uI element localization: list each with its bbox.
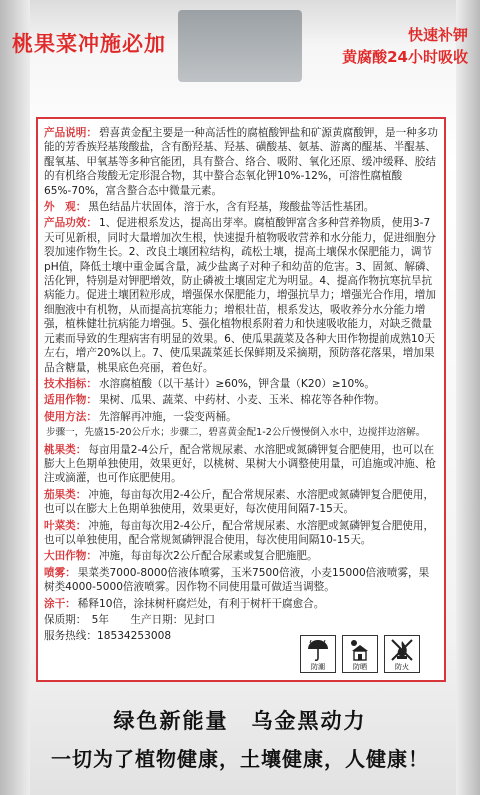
section-appearance: [44, 200, 439, 214]
section-solanaceous: [44, 488, 439, 517]
package-edge-left: [0, 0, 30, 795]
section-effects: [44, 216, 439, 374]
section-steps: [44, 426, 439, 440]
section-text: 黑色结晶片状固体，溶于水，含有羟基，羧酸盐等活性基团。: [88, 201, 375, 214]
section-text: 果菜类7000-8000倍液体喷雾，玉米7500倍液，小麦15000倍液喷雾，果树类4000-5000倍液喷雾。因作物不同使用量可做适当调整。: [44, 566, 430, 594]
section-spray: [44, 566, 439, 595]
icon-label: 防晒: [353, 663, 367, 671]
icon-label: 防潮: [311, 663, 325, 671]
header-slogan: [318, 24, 468, 68]
section-label: 外 观：: [44, 201, 87, 214]
section-label: 产品功效：: [44, 217, 97, 230]
no-fire-icon: [384, 635, 420, 673]
section-text: 1、促进根系发达，提高出芽率。腐植酸钾富含多种营养物质，使用3-7天可见新根，同时大量增加次生根，快速提升植物吸收营养和水分能力，促进细胞分裂加速作物生长。2、改良土壤团粒结构，疏松土壤，提高土壤保水保肥能力，调节pH值，降低土壤中重金属含量，减少盐离子对种子和幼苗的危害。3、固氮、解磷、活化钾，特别是对钾肥增效，防止磷被土壤固定尤为明显。4、提高作物抗寒抗旱抗病能力。促进土壤团粒形成，增强保水保肥能力，增强抗旱力；增强光合作用，增加细胞液中有机物，从而提高抗寒能力；增根壮苗，根系发达，吸收养分水分能力增强，植株健壮抗病能力增强。5、强化植物根系附着力和快速吸收能力，对缺乏微量元素而导致的生理病害有明显的效果。6、使瓜果蔬菜及各种大田作物提前成熟10天左右，增产20%以上。7、使瓜果蔬菜延长保鲜期及采摘期，预防落花落果，增加果品含糖量，桃果底色亮丽，着色好。: [44, 217, 437, 374]
section-label: 大田作物：: [44, 550, 97, 563]
section-text: 水溶腐植酸（以干基计）≥60%，钾含量（K20）≥10%。: [98, 377, 375, 390]
sun-icon-graphic: [347, 638, 373, 662]
section-specs: [44, 377, 439, 391]
section-label: 桃果类：: [44, 443, 87, 456]
section-label: 产品说明：: [44, 127, 97, 139]
section-text: 果树、瓜果、蔬菜、中药材、小麦、玉米、棉花等各种作物。: [98, 394, 385, 407]
package-window: [178, 10, 302, 82]
section-peach: [44, 443, 439, 486]
product-description: [44, 126, 439, 646]
umbrella-icon: [300, 635, 336, 673]
production-date: 生产日期：见封口: [130, 614, 216, 626]
section-label: 叶菜类：: [44, 519, 87, 532]
section-text: 碧喜黄金配主要是一种高活性的腐植酸钾盐和矿源黄腐酸钾，是一种多功能的芳香族羟基羧酸盐，含有酚羟基、羟基、磺酸基、氨基、游离的醌基、半醌基、醌氧基、甲氧基等多种官能团，具有螯合、络合、吸附、氧化还原、缓冲缓释、胶结的有机络合羧酸无定形混合物，其中螯合态氧化钾10%-12%，可溶性腐植酸65%-70%，富含螯合态中微量元素。: [44, 127, 438, 197]
section-label: 喷雾：: [44, 566, 76, 579]
section-usage: [44, 410, 439, 424]
package-edge-right: [456, 0, 480, 795]
section-text: 步骤一，先盛15-20公斤水；步骤二，碧喜黄金配1-2公斤慢慢倒入水中，边搅拌边溶解。: [46, 427, 426, 439]
section-label: 茄果类：: [44, 488, 87, 501]
footer-slogan-1: 绿色新能量 乌金黑动力: [113, 709, 367, 733]
service-hotline: 服务热线：18534253008: [44, 630, 172, 643]
section-text: 每亩用量2-4公斤，配合常规尿素、水溶肥或氮磷钾复合肥使用，也可以在膨大上色期单独使用，效果更好，以桃树、果树大小调整使用量，可追施或冲施、枪注或滴灌，也可作底肥使用。: [44, 443, 436, 485]
section-leafy: [44, 519, 439, 548]
section-text: 冲施，每亩每次2公斤配合尿素或复合肥施肥。: [98, 550, 318, 563]
storage-icons: [300, 635, 420, 673]
slogan-line1: 快速补钾: [407, 26, 468, 44]
no-fire-icon-graphic: [389, 638, 415, 662]
header-title: 桃果菜冲施必加: [12, 32, 166, 56]
section-text: 冲施，每亩每次用2-4公斤，配合常规尿素、水溶肥或氮磷钾复合肥使用，也可以在膨大上色期单独使用，效果更好，每次使用间隔7-15天。: [44, 488, 435, 516]
section-product-intro: [44, 126, 439, 198]
section-trunk: [44, 597, 439, 611]
section-crops: [44, 393, 439, 407]
sun-icon: [342, 635, 378, 673]
section-field-crops: [44, 549, 439, 563]
shelf-info: [44, 613, 439, 627]
footer-slogan-2: 一切为了植物健康，土壤健康，人健康！: [51, 747, 429, 771]
section-label: 适用作物：: [44, 394, 97, 407]
slogan-line2: 黄腐酸24小时吸收: [342, 48, 468, 66]
section-text: 冲施，每亩每次用2-4公斤，配合常规尿素、水溶肥或氮磷钾复合肥使用，也可以单独使用，配合常规氮磷钾混合使用，每次使用间隔10-15天。: [44, 519, 435, 546]
section-label: 使用方法：: [44, 410, 97, 423]
section-text: 先溶解再冲施，一袋变两桶。: [98, 410, 237, 423]
section-text: 稀释10倍，涂抹树杆腐烂处，有利于树杆干腐愈合。: [77, 597, 325, 610]
icon-label: 防火: [395, 663, 409, 671]
shelf-life: 保质期： 5年: [44, 614, 110, 626]
section-label: 涂干：: [44, 597, 76, 610]
umbrella-icon-graphic: [305, 638, 331, 662]
section-label: 技术指标：: [44, 377, 97, 390]
